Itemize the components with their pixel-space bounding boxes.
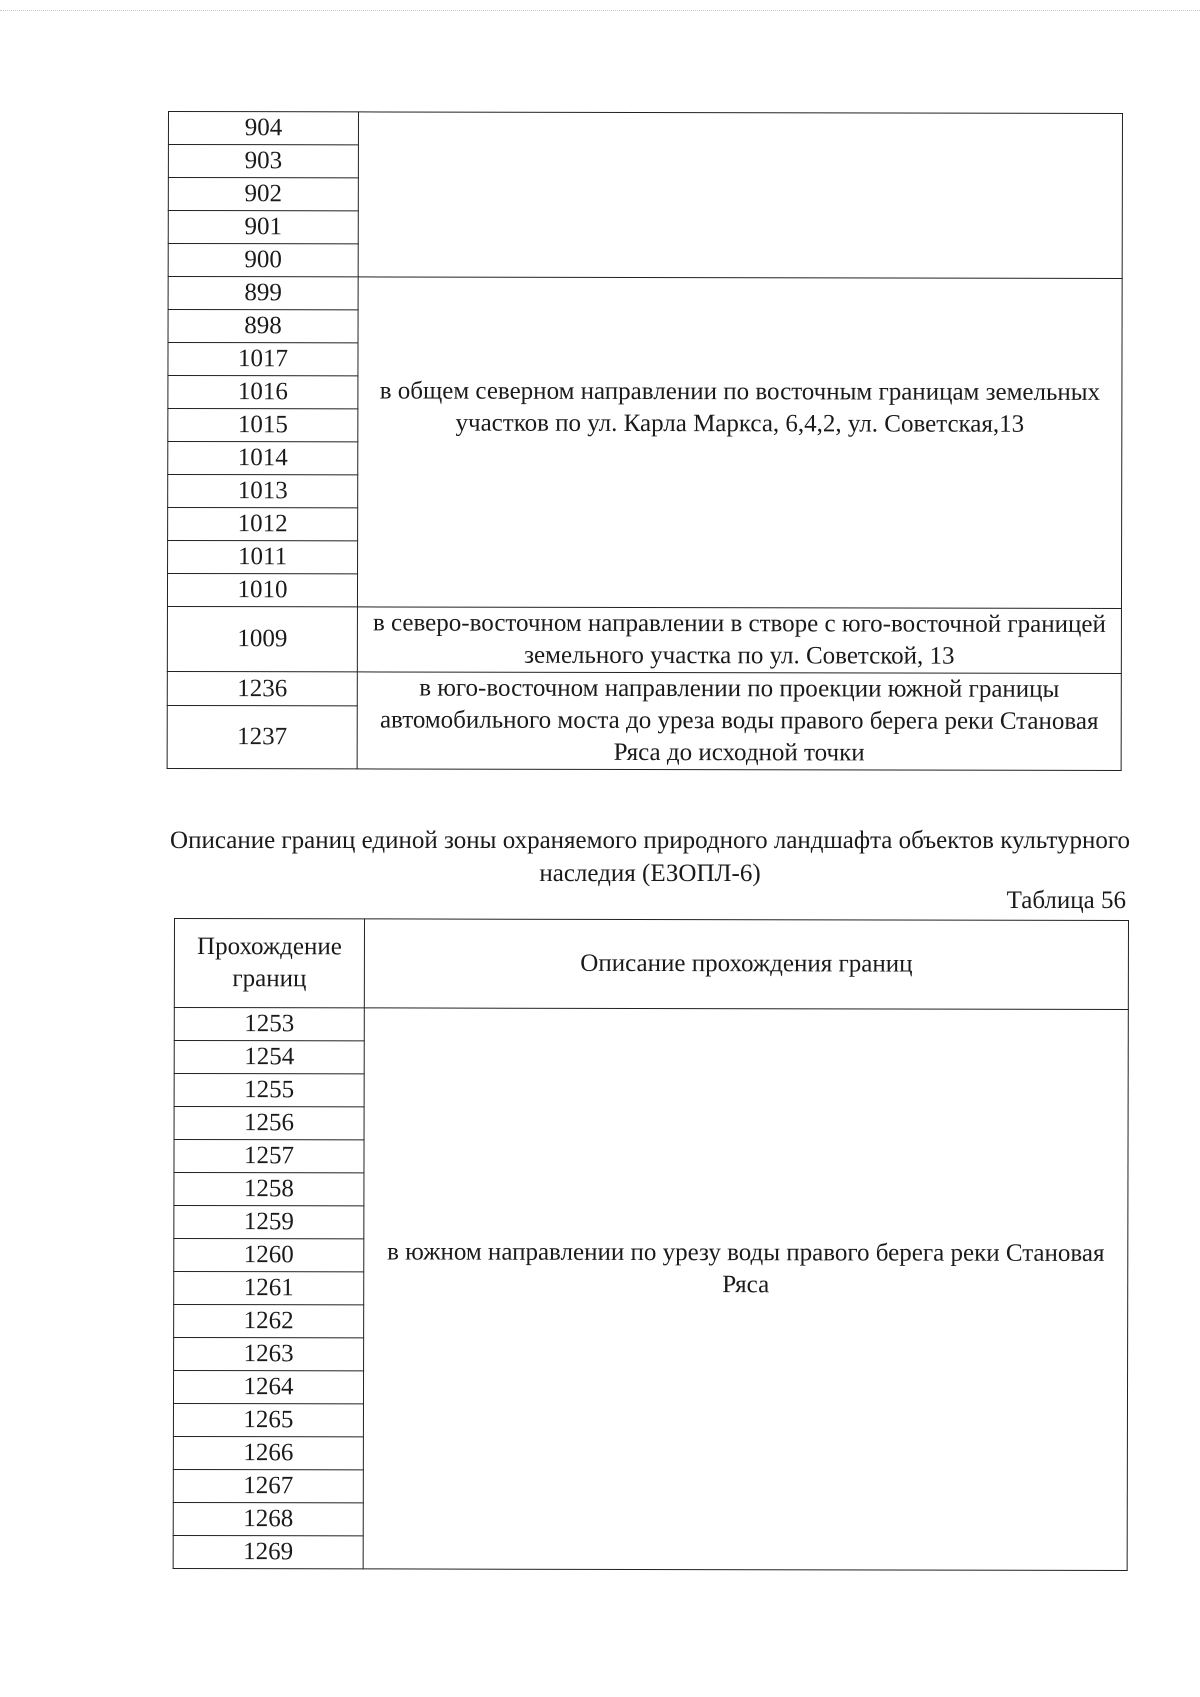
point-number: 1013 [168, 475, 358, 508]
point-number: 1257 [174, 1140, 364, 1173]
table-row [168, 277, 1122, 312]
point-number: 1015 [168, 409, 358, 442]
boundary-description: в южном направлении по урезу воды правого берега реки Становая Ряса [363, 1008, 1128, 1571]
point-number: 1014 [168, 442, 358, 475]
point-number: 1269 [173, 1535, 363, 1568]
point-number: 1253 [174, 1008, 364, 1041]
table-row [174, 1008, 1128, 1043]
point-number: 1236 [167, 671, 357, 705]
point-number: 1258 [174, 1173, 364, 1206]
table-caption: Таблица 56 [1006, 887, 1126, 914]
point-number: 1266 [173, 1436, 363, 1469]
scan-edge-line [0, 10, 1200, 11]
point-number: 1256 [174, 1107, 364, 1140]
point-number: 1268 [173, 1502, 363, 1535]
point-number: 1016 [168, 376, 358, 409]
table-header-row [174, 919, 1128, 1010]
point-number: 1011 [168, 541, 358, 574]
point-number: 1237 [167, 706, 357, 769]
point-number: 901 [168, 211, 358, 244]
boundary-description: в северо-восточном направлении в створе с юго-восточной границей земельного участка по ул. Советской, 13 [357, 607, 1121, 674]
point-number: 1261 [174, 1272, 364, 1305]
point-number: 904 [168, 112, 358, 145]
point-number: 1263 [174, 1338, 364, 1371]
boundary-description: в общем северном направлении по восточным границам земельных участков по ул. Карла Маркса, 6,4,2, ул. Советская,13 [357, 277, 1122, 609]
point-number: 1264 [173, 1371, 363, 1404]
header-description: Описание прохождения границ [364, 919, 1128, 1010]
point-number: 1255 [174, 1074, 364, 1107]
point-number: 902 [168, 178, 358, 211]
point-number: 899 [168, 277, 358, 310]
point-number: 900 [168, 244, 358, 277]
point-number: 1259 [174, 1206, 364, 1239]
point-number: 1260 [174, 1239, 364, 1272]
boundary-table-continued [167, 111, 1123, 771]
point-number: 1265 [173, 1404, 363, 1437]
point-number: 1009 [167, 606, 357, 671]
point-number: 898 [168, 310, 358, 343]
point-number: 1262 [174, 1305, 364, 1338]
section-heading: Описание границ единой зоны охраняемого природного ландшафта объектов культурного наследия (ЕЗОПЛ-6) [170, 827, 1130, 887]
point-number: 1017 [168, 343, 358, 376]
table-row [167, 606, 1121, 673]
boundary-table-56 [173, 918, 1129, 1571]
header-points: Прохождение границ [174, 919, 364, 1008]
table-row [167, 671, 1121, 707]
point-number: 903 [168, 145, 358, 178]
point-number: 1010 [167, 574, 357, 607]
table-row [168, 112, 1122, 147]
boundary-description: в юго-восточном направлении по проекции южной границы автомобильного моста до уреза воды правого берега реки Становая Ряса до исходной точки [357, 672, 1121, 771]
point-number: 1254 [174, 1041, 364, 1074]
point-number: 1267 [173, 1469, 363, 1502]
boundary-description [358, 112, 1122, 279]
point-number: 1012 [168, 508, 358, 541]
